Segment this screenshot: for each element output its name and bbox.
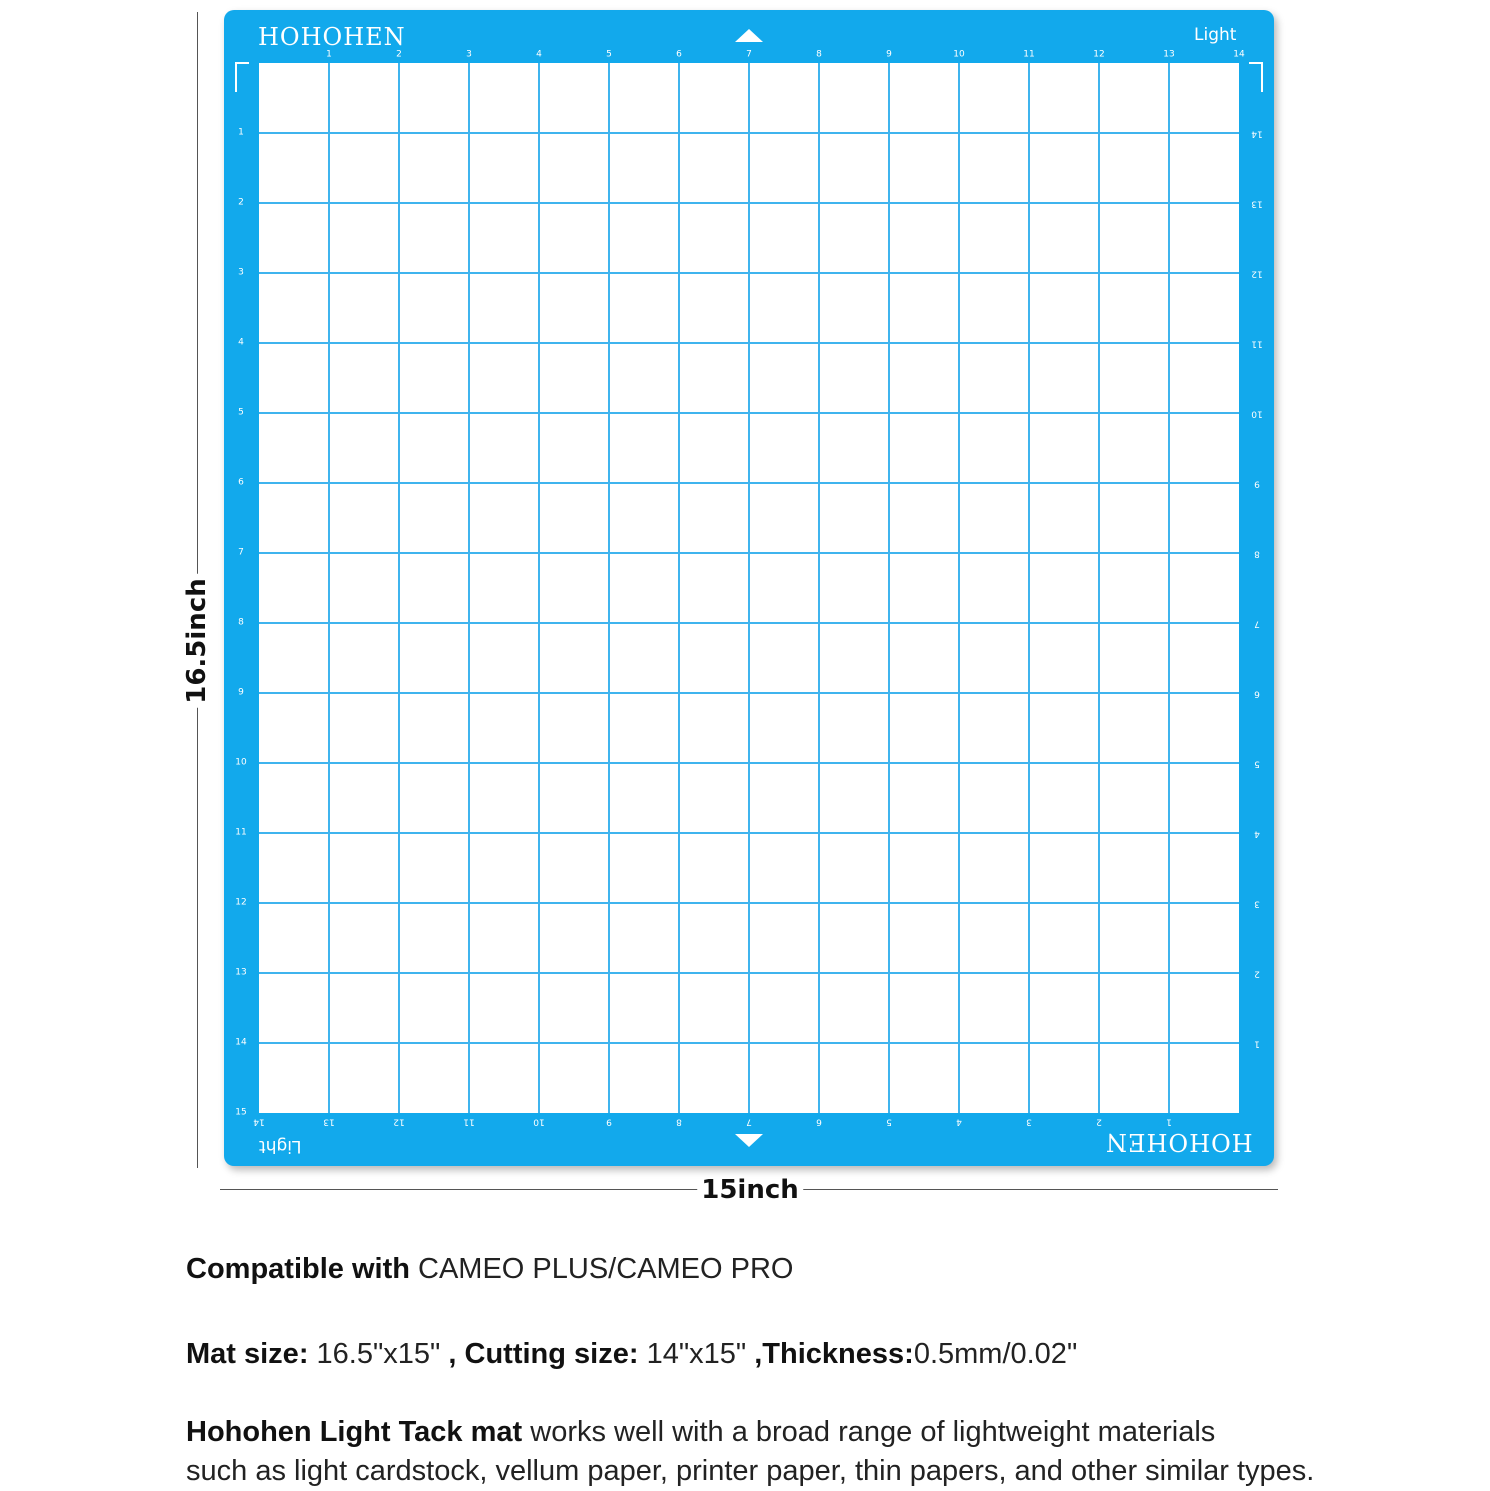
- ruler-number-right: 10: [1251, 408, 1263, 419]
- grid-line-horizontal: [259, 342, 1239, 344]
- cutting-grid: [259, 63, 1239, 1113]
- grid-line-horizontal: [259, 762, 1239, 764]
- ruler-number-top: 13: [1163, 49, 1175, 60]
- ruler-number-left: 6: [238, 477, 244, 488]
- tack-label-top: Light: [1194, 25, 1237, 45]
- feed-arrow-down-icon: [735, 1134, 763, 1147]
- grid-line-horizontal: [259, 552, 1239, 554]
- thickness-label: ,Thickness:: [754, 1338, 914, 1370]
- grid-line-vertical: [608, 63, 610, 1113]
- tack-label-bottom: Light: [259, 1136, 302, 1156]
- grid-line-horizontal: [259, 1042, 1239, 1044]
- grid-line-vertical: [398, 63, 400, 1113]
- brand-logo-top: HOHOHEN: [258, 23, 406, 51]
- ruler-number-right: 8: [1254, 548, 1260, 559]
- ruler-number-bottom: 5: [886, 1116, 892, 1127]
- ruler-number-top: 10: [953, 49, 965, 60]
- description-bold: Hohohen Light Tack mat: [186, 1416, 523, 1448]
- ruler-number-bottom: 1: [1166, 1116, 1172, 1127]
- mat-size-label: Mat size:: [186, 1338, 309, 1370]
- compat-label: Compatible with: [186, 1253, 410, 1285]
- ruler-number-right: 14: [1251, 128, 1263, 139]
- ruler-number-top: 3: [466, 49, 472, 60]
- grid-line-horizontal: [259, 832, 1239, 834]
- grid-line-vertical: [818, 63, 820, 1113]
- grid-line-vertical: [748, 63, 750, 1113]
- ruler-number-left: 2: [238, 197, 244, 208]
- brand-logo-bottom: HOHOHEN: [1105, 1128, 1253, 1156]
- ruler-number-right: 12: [1251, 268, 1263, 279]
- ruler-number-bottom: 14: [253, 1116, 265, 1127]
- grid-line-vertical: [538, 63, 540, 1113]
- grid-line-vertical: [468, 63, 470, 1113]
- cutting-mat: [224, 10, 1274, 1166]
- ruler-number-left: 15: [235, 1107, 247, 1118]
- description-line-1: works well with a broad range of lightweight materials: [530, 1416, 1216, 1448]
- ruler-number-left: 3: [238, 267, 244, 278]
- ruler-number-top: 11: [1023, 49, 1035, 60]
- ruler-number-right: 6: [1254, 688, 1260, 699]
- compatibility-line: [186, 1250, 793, 1289]
- ruler-number-top: 4: [536, 49, 542, 60]
- ruler-number-left: 1: [238, 127, 244, 138]
- grid-line-vertical: [1098, 63, 1100, 1113]
- ruler-number-top: 5: [606, 49, 612, 60]
- ruler-number-left: 9: [238, 687, 244, 698]
- grid-line-horizontal: [259, 132, 1239, 134]
- ruler-number-bottom: 11: [463, 1116, 475, 1127]
- ruler-number-bottom: 6: [816, 1116, 822, 1127]
- ruler-number-left: 10: [235, 757, 247, 768]
- ruler-number-bottom: 2: [1096, 1116, 1102, 1127]
- ruler-number-left: 5: [238, 407, 244, 418]
- grid-line-vertical: [958, 63, 960, 1113]
- ruler-number-right: 3: [1254, 898, 1260, 909]
- ruler-number-bottom: 12: [393, 1116, 405, 1127]
- ruler-number-bottom: 9: [606, 1116, 612, 1127]
- ruler-number-right: 2: [1254, 968, 1260, 979]
- ruler-number-left: 7: [238, 547, 244, 558]
- ruler-number-right: 7: [1254, 618, 1260, 629]
- description: [186, 1413, 1314, 1491]
- ruler-number-right: 11: [1251, 338, 1263, 349]
- ruler-number-bottom: 3: [1026, 1116, 1032, 1127]
- compat-value: CAMEO PLUS/CAMEO PRO: [418, 1253, 794, 1285]
- ruler-number-right: 4: [1254, 828, 1260, 839]
- ruler-number-right: 5: [1254, 758, 1260, 769]
- corner-mark-top-left: [235, 62, 249, 92]
- ruler-number-right: 9: [1254, 478, 1260, 489]
- ruler-number-bottom: 10: [533, 1116, 545, 1127]
- ruler-number-left: 8: [238, 617, 244, 628]
- cutting-size-label: , Cutting size:: [448, 1338, 639, 1370]
- ruler-number-bottom: 13: [323, 1116, 335, 1127]
- grid-line-vertical: [1028, 63, 1030, 1113]
- ruler-number-bottom: 8: [676, 1116, 682, 1127]
- ruler-number-top: 1: [326, 49, 332, 60]
- grid-line-vertical: [1168, 63, 1170, 1113]
- ruler-number-left: 13: [235, 967, 247, 978]
- ruler-number-top: 14: [1233, 49, 1245, 60]
- ruler-number-top: 6: [676, 49, 682, 60]
- width-dimension-label: 15inch: [697, 1177, 803, 1203]
- ruler-number-left: 4: [238, 337, 244, 348]
- ruler-number-left: 11: [235, 827, 247, 838]
- grid-line-vertical: [328, 63, 330, 1113]
- ruler-number-left: 12: [235, 897, 247, 908]
- cutting-size-value: 14"x15": [646, 1338, 747, 1370]
- ruler-number-top: 9: [886, 49, 892, 60]
- ruler-number-top: 7: [746, 49, 752, 60]
- grid-line-vertical: [678, 63, 680, 1113]
- grid-line-vertical: [888, 63, 890, 1113]
- grid-line-horizontal: [259, 272, 1239, 274]
- ruler-number-left: 14: [235, 1037, 247, 1048]
- ruler-number-bottom: 4: [956, 1116, 962, 1127]
- grid-line-horizontal: [259, 902, 1239, 904]
- ruler-number-top: 12: [1093, 49, 1105, 60]
- height-dimension-label: 16.5inch: [184, 574, 210, 708]
- grid-line-horizontal: [259, 412, 1239, 414]
- grid-line-horizontal: [259, 622, 1239, 624]
- description-line-2: such as light cardstock, vellum paper, printer paper, thin papers, and other similar types.: [186, 1455, 1315, 1488]
- ruler-number-top: 2: [396, 49, 402, 60]
- ruler-number-top: 8: [816, 49, 822, 60]
- mat-size-value: 16.5"x15": [316, 1338, 441, 1370]
- grid-line-horizontal: [259, 482, 1239, 484]
- ruler-number-right: 1: [1254, 1038, 1260, 1049]
- grid-line-horizontal: [259, 202, 1239, 204]
- specs-line: [186, 1335, 1077, 1374]
- ruler-number-bottom: 7: [746, 1116, 752, 1127]
- grid-line-horizontal: [259, 692, 1239, 694]
- grid-line-horizontal: [259, 972, 1239, 974]
- thickness-value: 0.5mm/0.02": [913, 1338, 1078, 1370]
- feed-arrow-up-icon: [735, 29, 763, 42]
- corner-mark-top-right: [1249, 62, 1263, 92]
- ruler-number-right: 13: [1251, 198, 1263, 209]
